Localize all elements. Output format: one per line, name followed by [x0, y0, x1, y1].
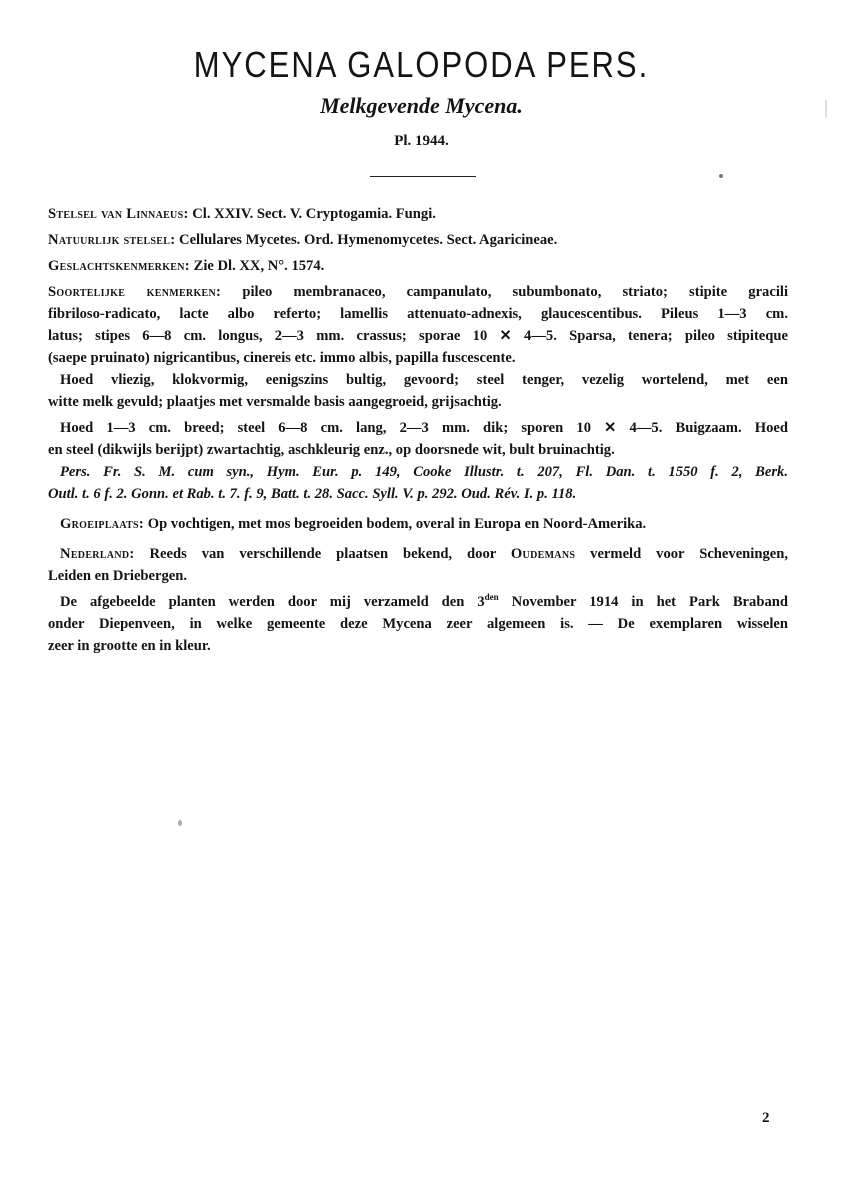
scan-speck — [719, 174, 723, 178]
collection-paragraph — [48, 591, 788, 657]
habitat-label: Groeiplaats: — [60, 516, 145, 532]
species-line-2: fibriloso-radicato, lacte albo referto; lamellis attenuato-adnexis, glaucescentibus. Pileus 1—3 cm. — [48, 306, 788, 322]
collection-line-2: onder Diepenveen, in welke gemeente deze Mycena zeer algemeen is. — De exemplaren wisselen — [48, 616, 788, 632]
dutch-description-line-2: witte melk gevuld; plaatjes met versmalde basis aangegroeid, grijsachtig. — [48, 394, 502, 410]
linnaeus-label: Stelsel van Linnaeus: — [48, 206, 189, 222]
netherlands-label: Nederland: — [60, 546, 135, 562]
page-subtitle: Melkgevende Mycena. — [320, 93, 523, 118]
natural-system-line — [48, 229, 788, 251]
dutch-measurements-paragraph — [48, 417, 788, 461]
netherlands-line-1: Nederland: Reeds van verschillende plaatsen bekend, door Oudemans vermeld voor Scheveningen, — [60, 546, 788, 562]
linnaeus-text: Cl. XXIV. Sect. V. Cryptogamia. Fungi. — [188, 206, 436, 222]
collection-line-3: zeer in grootte en in kleur. — [48, 638, 211, 654]
references-line-1: Pers. Fr. S. M. cum syn., Hym. Eur. p. 149, Cooke Illustr. t. 207, Fl. Dan. t. 1550 f. 2, Berk. — [60, 464, 788, 480]
genus-text: Zie Dl. XX, N°. 1574. — [189, 258, 325, 274]
species-line-1: Soortelijke kenmerken: pileo membranaceo, campanulato, subumbonato, striato; stipite gracili — [48, 284, 788, 300]
author-name: Oudemans — [510, 546, 576, 562]
references-line-2: Outl. t. 6 f. 2. Gonn. et Rab. t. 7. f. 9, Batt. t. 28. Sacc. Syll. V. p. 292. Oud. Rév. I. p. 118. — [48, 486, 577, 502]
page-number: 2 — [762, 1110, 770, 1126]
title-rule — [370, 176, 476, 177]
date-superscript: den — [484, 592, 499, 603]
habitat-text: Op vochtigen, met mos begroeiden bodem, overal in Europa en Noord-Amerika. — [144, 516, 647, 532]
species-line-4: (saepe pruinato) nigricantibus, cinereis etc. immo albis, papilla fuscescente. — [48, 350, 516, 366]
natural-system-label: Natuurlijk stelsel: — [48, 232, 176, 248]
species-paragraph — [48, 281, 788, 369]
dutch-description-paragraph — [48, 369, 788, 413]
scan-speck — [825, 100, 827, 118]
references-paragraph — [48, 461, 788, 505]
genus-line — [48, 255, 788, 277]
genus-label: Geslachtskenmerken: — [48, 258, 190, 274]
dutch-measurements-line-1: Hoed 1—3 cm. breed; steel 6—8 cm. lang, 2—3 mm. dik; sporen 10 ✕ 4—5. Buigzaam. Hoed — [60, 420, 788, 436]
netherlands-paragraph — [48, 543, 788, 587]
document-body — [48, 203, 788, 657]
species-label: Soortelijke kenmerken: — [48, 284, 222, 300]
linnaeus-line — [48, 203, 788, 225]
page-title: MYCENA GALOPODA PERS. — [193, 44, 650, 86]
habitat-line — [48, 513, 788, 535]
scan-speck — [178, 820, 182, 826]
plate-number: Pl. 1944. — [394, 133, 449, 149]
dutch-description-line-1: Hoed vliezig, klokvormig, eenigszins bultig, gevoord; steel tenger, vezelig wortelend, met een — [60, 372, 788, 388]
natural-system-text: Cellulares Mycetes. Ord. Hymenomycetes. Sect. Agaricineae. — [175, 232, 558, 248]
dutch-measurements-line-2: en steel (dikwijls berijpt) zwartachtig, aschkleurig enz., op doorsnede wit, bult bruinachtig. — [48, 442, 615, 458]
species-line-3: latus; stipes 6—8 cm. longus, 2—3 mm. crassus; sporae 10 ✕ 4—5. Sparsa, tenera; pileo stipiteque — [48, 328, 788, 344]
netherlands-line-2: Leiden en Driebergen. — [48, 568, 188, 584]
collection-line-1: De afgebeelde planten werden door mij verzameld den $3^{den}$ November 1914 in het Park Braband — [60, 592, 788, 610]
